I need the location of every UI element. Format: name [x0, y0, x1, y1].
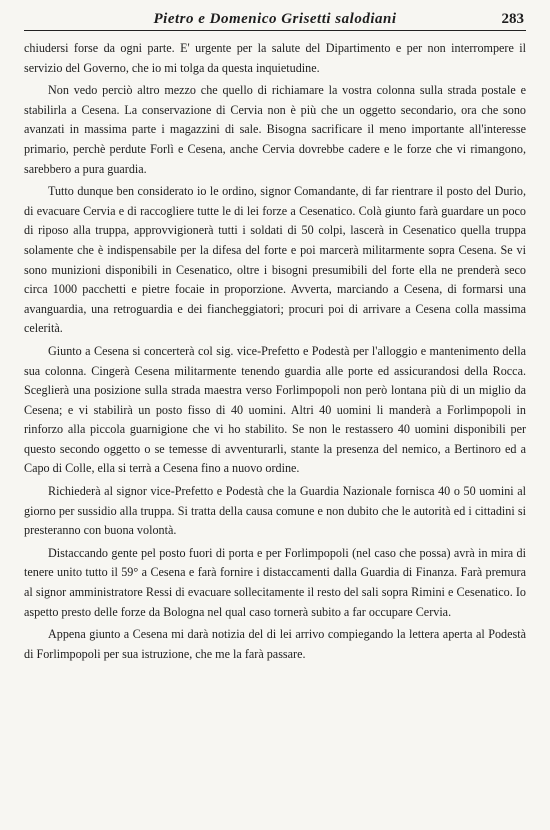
- paragraph: Richiederà al signor vice-Prefetto e Podestà che la Guardia Nazionale fornisca 40 o 50 uomini al giorno per sussidio alla truppa. Si tratta della causa comune e non dubito che le autorità ed i cittadini si presteranno con buona volontà.: [24, 484, 526, 538]
- page-number: 283: [501, 11, 524, 27]
- paragraph: Non vedo perciò altro mezzo che quello di richiamare la vostra colonna sulla strada postale e stabilirla a Cesena. La conservazione di Cervia non è più che un oggetto secondario, ora che sono avanzati in massima parte i magazzini di sale. Bisogna sacrificare il meno importante all'interesse primario, perchè perdute Forlì e Cesena, anche Cervia dovrebbe cadere e le forze che vi rimangono, sarebbero a pura guardia.: [24, 83, 526, 176]
- running-title: Pietro e Domenico Grisetti salodiani: [153, 11, 397, 27]
- paragraph: Tutto dunque ben considerato io le ordino, signor Comandante, di far rientrare il posto del Durio, di evacuare Cervia e di raccogliere tutte le di lei forze a Cesenatico. Colà giunto farà guardare un poco di riposo alla truppa, approvvigionerà tutti i soldati di 50 colpi, lascerà in Cesenatico quella truppa solamente che è indispensabile per la difesa del forte e poi marcerà militarmente sopra Cesena. Se vi sono munizioni disponibili in Cesenatico, oltre i bisogni presumibili del forte ella ne prenderà seco circa 1000 pacchetti e pietre focaie in proporzione. Avverta, marciando a Cesena, di formarsi una avanguardia, una retroguardia e dei fiancheggiatori; procuri poi di arrivare a Cesena colla massima celerità.: [24, 184, 526, 336]
- paragraph: chiudersi forse da ogni parte. E' urgente per la salute del Dipartimento e per non interrompere il servizio del Governo, che io mi tolga da questa inquietudine.: [24, 41, 526, 75]
- paragraph: Giunto a Cesena si concerterà col sig. vice-Prefetto e Podestà per l'alloggio e mantenimento della sua colonna. Cingerà Cesena militarmente tenendo guardia alle porte ed assicurandosi della Rocca. Sceglierà una posizione sulla strada maestra verso Forlimpopoli non però lontana più di un miglio da Cesena; e vi stabilirà un posto fisso di 40 uomini. Altri 40 uomini li manderà a Forlimpopoli in rinforzo alla piccola guarnigione che vi ho stabilito. Se non le restassero 40 uomini disponibili per questo secondo oggetto o se temesse di avventurarli, stante la presenza del nemico, a Bertinoro ed a Capo di Colle, ella si terrà a Cesena fino a nuovo ordine.: [24, 343, 526, 476]
- paragraph: Appena giunto a Cesena mi darà notizia del di lei arrivo compiegando la lettera aperta al Podestà di Forlimpopoli per sua istruzione, che me la farà passare.: [24, 627, 526, 661]
- paragraph: Distaccando gente pel posto fuori di porta e per Forlimpopoli (nel caso che possa) avrà in mira di tenere unito tutto il 59° a Cesena e farà fornire i distaccamenti dalla Guardia di Finanza. Farà premura al signor amministratore Ressi di evacuare sollecitamente il resto del sali sopra Rimini e Cesenatico. Io aspetto presto delle forze da Bologna nel qual caso tornerà subito a far occupare Cervia.: [24, 545, 526, 619]
- body-text: [24, 39, 526, 664]
- page-header: [24, 8, 526, 31]
